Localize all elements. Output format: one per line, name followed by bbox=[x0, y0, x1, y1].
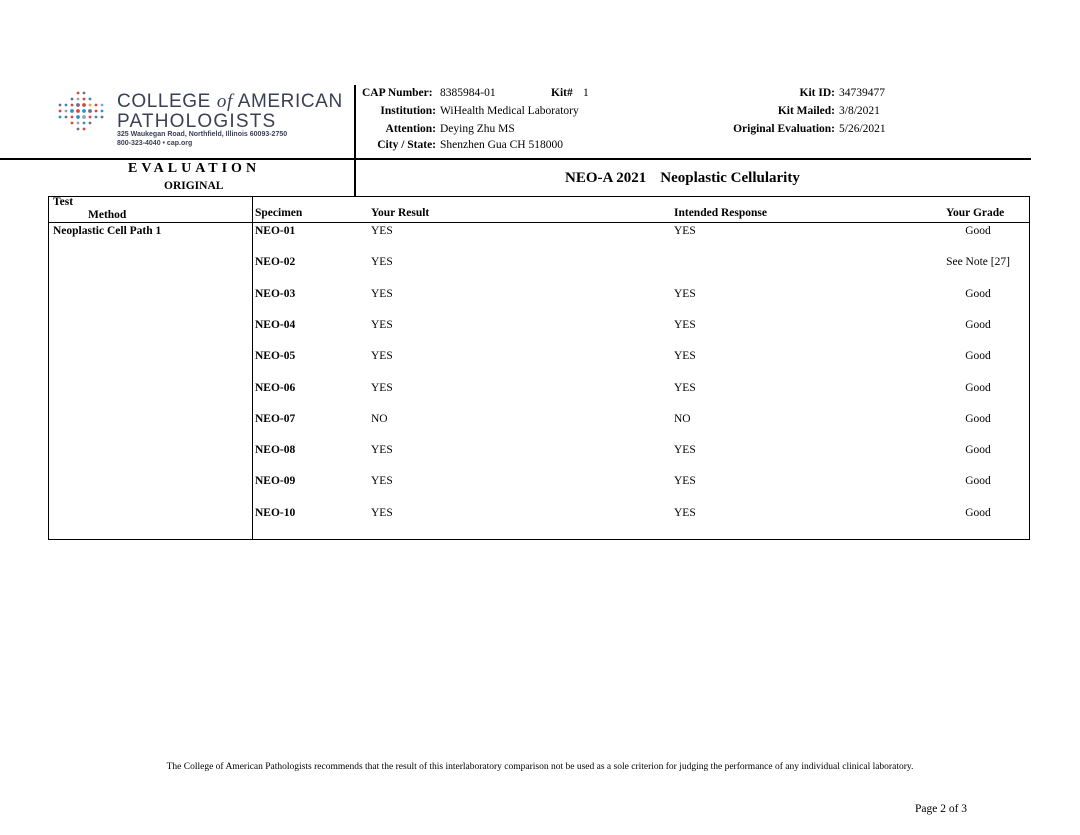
logo-dot bbox=[89, 104, 92, 107]
logo-dot bbox=[76, 109, 80, 113]
specimen-cell: NEO-07 bbox=[255, 413, 296, 425]
attention-label: Attention: bbox=[385, 123, 436, 135]
logo-dot bbox=[59, 116, 62, 119]
logo-dot bbox=[101, 104, 104, 107]
specimen-cell: NEO-10 bbox=[255, 507, 296, 519]
your-grade-cell: Good bbox=[965, 444, 991, 456]
original-evaluation-value: 5/26/2021 bbox=[839, 123, 886, 135]
your-result-cell: YES bbox=[371, 507, 393, 519]
header-test: Test bbox=[53, 196, 74, 208]
attention-value: Deying Zhu MS bbox=[440, 123, 515, 135]
org-name-part2: AMERICAN bbox=[237, 91, 343, 112]
your-result-cell: YES bbox=[371, 382, 393, 394]
specimen-cell: NEO-01 bbox=[255, 225, 296, 237]
evaluation-subtitle: ORIGINAL bbox=[164, 180, 224, 192]
logo-dot bbox=[76, 115, 80, 119]
logo-dot bbox=[71, 104, 74, 107]
table-column-divider bbox=[252, 196, 253, 540]
program-title bbox=[565, 170, 800, 187]
organization-phone-web: 800-323-4040 • cap.org bbox=[117, 140, 193, 147]
logo-dot bbox=[83, 128, 86, 131]
your-grade-cell: Good bbox=[965, 350, 991, 362]
specimen-cell: NEO-03 bbox=[255, 288, 296, 300]
intended-response-cell: YES bbox=[674, 382, 696, 394]
logo-dot bbox=[71, 122, 74, 125]
org-name-of: of bbox=[216, 91, 233, 112]
intended-response-cell: NO bbox=[674, 413, 691, 425]
org-name-part1: COLLEGE bbox=[117, 91, 211, 112]
cap-number-label: CAP Number: bbox=[362, 87, 433, 99]
logo-dot bbox=[77, 122, 80, 125]
header-intended-response: Intended Response bbox=[674, 207, 767, 219]
your-grade-cell: Good bbox=[965, 225, 991, 237]
specimen-cell: NEO-08 bbox=[255, 444, 296, 456]
intended-response-cell: YES bbox=[674, 350, 696, 362]
test-name: Neoplastic Cell Path 1 bbox=[53, 225, 162, 237]
your-result-cell: YES bbox=[371, 256, 393, 268]
your-grade-cell: Good bbox=[965, 319, 991, 331]
logo-dot bbox=[71, 116, 74, 119]
logo-dot bbox=[89, 98, 92, 101]
cap-number-value: 8385984-01 bbox=[440, 87, 496, 99]
intended-response-cell: YES bbox=[674, 225, 696, 237]
your-grade-cell: Good bbox=[965, 475, 991, 487]
specimen-cell: NEO-05 bbox=[255, 350, 296, 362]
intended-response-cell: YES bbox=[674, 288, 696, 300]
logo-dot bbox=[59, 104, 62, 107]
header-rule bbox=[0, 158, 1031, 160]
city-state-value: Shenzhen Gua CH 518000 bbox=[440, 139, 563, 151]
kit-id-label: Kit ID: bbox=[799, 87, 835, 99]
logo-dot bbox=[71, 98, 74, 101]
footer-disclaimer: The College of American Pathologists recommends that the result of this interlaboratory comparison not be used as a sole criterion for judging the performance of any individual clinical laboratory. bbox=[166, 762, 914, 772]
kit-id-value: 34739477 bbox=[839, 87, 885, 99]
logo-dot bbox=[88, 109, 92, 113]
intended-response-cell: YES bbox=[674, 444, 696, 456]
logo-dot bbox=[65, 116, 68, 119]
logo-dot bbox=[95, 104, 98, 107]
your-grade-cell: Good bbox=[965, 507, 991, 519]
your-grade-cell: Good bbox=[965, 288, 991, 300]
evaluation-title: EVALUATION bbox=[128, 161, 261, 176]
logo-dot bbox=[77, 128, 80, 131]
logo-dot bbox=[83, 122, 86, 125]
organization-name bbox=[117, 91, 343, 113]
your-grade-cell: See Note [27] bbox=[946, 256, 1010, 268]
your-result-cell: YES bbox=[371, 225, 393, 237]
intended-response-cell: YES bbox=[674, 319, 696, 331]
kit-value: 1 bbox=[583, 87, 589, 99]
your-grade-cell: Good bbox=[965, 413, 991, 425]
specimen-cell: NEO-02 bbox=[255, 256, 296, 268]
kit-mailed-label: Kit Mailed: bbox=[777, 105, 835, 117]
header-method: Method bbox=[88, 209, 127, 221]
logo-dot bbox=[82, 103, 86, 107]
logo-dot bbox=[59, 110, 62, 113]
specimen-cell: NEO-09 bbox=[255, 475, 296, 487]
specimen-cell: NEO-06 bbox=[255, 382, 296, 394]
table-header-rule bbox=[48, 222, 1030, 223]
logo-dot bbox=[101, 110, 104, 113]
page-number: Page 2 of 3 bbox=[915, 803, 968, 815]
city-state-label: City / State: bbox=[377, 139, 436, 151]
header-specimen: Specimen bbox=[255, 207, 303, 219]
your-result-cell: YES bbox=[371, 444, 393, 456]
your-result-cell: YES bbox=[371, 350, 393, 362]
intended-response-cell: YES bbox=[674, 507, 696, 519]
your-result-cell: YES bbox=[371, 319, 393, 331]
logo-dot bbox=[70, 109, 74, 113]
logo-dot bbox=[95, 110, 98, 113]
specimen-cell: NEO-04 bbox=[255, 319, 296, 331]
header-your-result: Your Result bbox=[371, 207, 430, 219]
results-table bbox=[48, 196, 1030, 540]
program-name: Neoplastic Cellularity bbox=[660, 170, 800, 186]
logo-dot bbox=[82, 115, 86, 119]
logo-dot bbox=[77, 98, 80, 101]
kit-mailed-value: 3/8/2021 bbox=[839, 105, 880, 117]
your-result-cell: YES bbox=[371, 288, 393, 300]
your-result-cell: NO bbox=[371, 413, 388, 425]
program-code: NEO-A 2021 bbox=[565, 170, 647, 186]
institution-label: Institution: bbox=[380, 105, 436, 117]
organization-address: 325 Waukegan Road, Northfield, Illinois 60093-2750 bbox=[117, 131, 288, 138]
logo-dot bbox=[95, 116, 98, 119]
your-result-cell: YES bbox=[371, 475, 393, 487]
logo-dot bbox=[82, 109, 86, 113]
header-your-grade: Your Grade bbox=[946, 207, 1005, 219]
logo-dot bbox=[65, 110, 68, 113]
organization-name-line2: PATHOLOGISTS bbox=[117, 111, 277, 132]
logo-dot bbox=[83, 92, 86, 95]
logo-dot bbox=[76, 103, 80, 107]
logo-dot bbox=[83, 98, 86, 101]
logo-dot bbox=[101, 116, 104, 119]
original-evaluation-label: Original Evaluation: bbox=[733, 123, 835, 135]
logo-dot bbox=[77, 92, 80, 95]
kit-label: Kit# bbox=[551, 87, 573, 99]
logo-dot bbox=[65, 104, 68, 107]
intended-response-cell: YES bbox=[674, 475, 696, 487]
institution-value: WiHealth Medical Laboratory bbox=[440, 105, 579, 117]
your-grade-cell: Good bbox=[965, 382, 991, 394]
logo-dot bbox=[89, 116, 92, 119]
cap-logo-icon bbox=[56, 89, 106, 133]
logo-dot bbox=[89, 122, 92, 125]
